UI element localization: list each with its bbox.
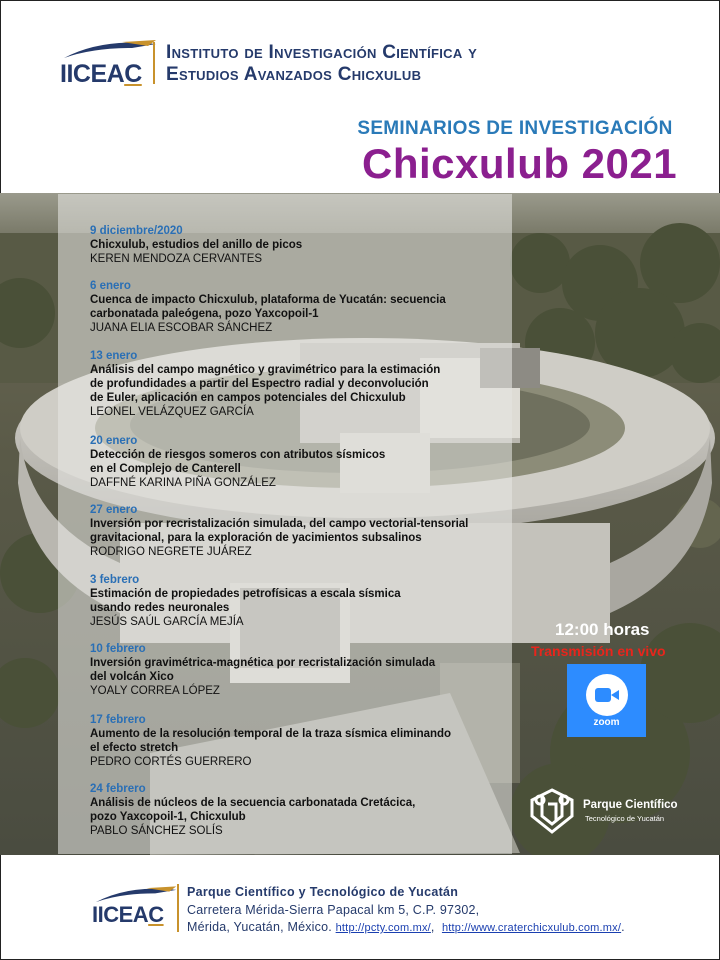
seminar-entry [90, 279, 446, 335]
logo-wordmark: IICEAC [60, 60, 142, 88]
seminar-entry [90, 434, 385, 490]
seminar-title: Cuenca de impacto Chicxulub, plataforma de Yucatán: secuencia carbonatada paleógena, pozo Yaxcopoil-1 [90, 294, 446, 320]
seminar-entry [90, 573, 401, 629]
seminar-speaker: DAFFNÉ KARINA PIÑA GONZÁLEZ [90, 477, 276, 489]
seminar-entry [90, 503, 468, 559]
seminar-speaker: PABLO SÁNCHEZ SOLÍS [90, 825, 223, 837]
seminar-speaker: PEDRO CORTÉS GUERRERO [90, 756, 252, 768]
seminar-date: 10 febrero [90, 643, 146, 655]
seminar-title: Inversión gravimétrica-magnética por recristalización simulada del volcán Xico [90, 657, 436, 683]
seminar-speaker: LEONEL VELÁZQUEZ GARCÍA [90, 406, 254, 418]
footer-org-name: Parque Científico y Tecnológico de Yucatán [187, 885, 459, 899]
seminar-speaker: KEREN MENDOZA CERVANTES [90, 253, 263, 265]
seminar-title: Chicxulub, estudios del anillo de picos [90, 239, 303, 251]
seminar-entry [90, 224, 302, 266]
seminar-speaker: YOALY CORREA LÓPEZ [90, 685, 220, 697]
zoom-camera-icon [586, 674, 628, 716]
series-title: Chicxulub 2021 [362, 140, 678, 187]
footer-address [187, 902, 625, 937]
seminar-date: 17 febrero [90, 714, 146, 726]
seminar-date: 24 febrero [90, 783, 146, 795]
seminar-entry [90, 782, 415, 838]
seminar-speaker: JUANA ELIA ESCOBAR SÁNCHEZ [90, 322, 273, 334]
zoom-button[interactable] [567, 664, 646, 737]
logo-swoosh-icon [62, 40, 158, 62]
pcty-link[interactable]: http://pcty.com.mx/ [335, 922, 431, 934]
parque-name: Parque Científico [583, 799, 678, 811]
seminar-date: 6 enero [90, 280, 131, 292]
seminar-entry [90, 349, 440, 419]
iiceac-footer-logo [92, 886, 182, 928]
seminar-entry [90, 642, 435, 698]
seminar-speaker: RODRIGO NEGRETE JUÁREZ [90, 546, 252, 558]
footer-divider [177, 884, 179, 932]
seminar-date: 9 diciembre/2020 [90, 225, 183, 237]
address-line-2: Mérida, Yucatán, México. http://pcty.com.mx/, http://www.craterchicxulub.com.mx/. [187, 920, 625, 934]
seminar-speaker: JESÚS SAÚL GARCÍA MEJÍA [90, 616, 244, 628]
seminar-entry [90, 713, 451, 769]
institute-line-2: Estudios Avanzados Chicxulub [166, 64, 422, 85]
seminar-date: 20 enero [90, 435, 138, 447]
iiceac-logo [60, 40, 160, 86]
logo-wordmark: IICEAC [92, 902, 164, 927]
parque-cientifico-logo-icon [526, 786, 578, 836]
crater-link[interactable]: http://www.craterchicxulub.com.mx/ [441, 922, 622, 934]
series-subtitle: SEMINARIOS DE INVESTIGACIÓN [357, 118, 673, 139]
seminar-title: Análisis del campo magnético y gravimétrico para la estimación de profundidades a partir del Espectro radial y deconvolución de Euler, aplicación en campos potenciales del Chicxulub [90, 364, 441, 404]
address-line-1: Carretera Mérida-Sierra Papacal km 5, C.P. 97302, [187, 903, 480, 917]
live-stream-label: Transmisión en vivo [531, 643, 666, 659]
seminar-date: 3 febrero [90, 574, 140, 586]
institute-name [166, 42, 477, 86]
logo-divider [153, 42, 155, 84]
seminar-title: Detección de riesgos someros con atributos sísmicos en el Complejo de Canterell [90, 449, 386, 475]
seminar-date: 27 enero [90, 504, 138, 516]
zoom-label: zoom [593, 717, 620, 728]
seminar-title: Estimación de propiedades petrofísicas a escala sísmica usando redes neuronales [90, 588, 401, 614]
seminar-date: 13 enero [90, 350, 138, 362]
seminar-title: Análisis de núcleos de la secuencia carbonatada Cretácica, pozo Yaxcopoil-1, Chicxulub [90, 797, 416, 823]
institute-line-1: Instituto de Investigación Científica y [166, 42, 478, 63]
seminar-title: Inversión por recristalización simulada, del campo vectorial-tensorial gravitacional, para la exploración de yacimientos subsalinos [90, 518, 469, 544]
seminar-title: Aumento de la resolución temporal de la traza sísmica eliminando el efecto stretch [90, 728, 452, 754]
event-time: 12:00 horas [555, 620, 650, 639]
parque-subtitle: Tecnológico de Yucatán [585, 814, 665, 823]
